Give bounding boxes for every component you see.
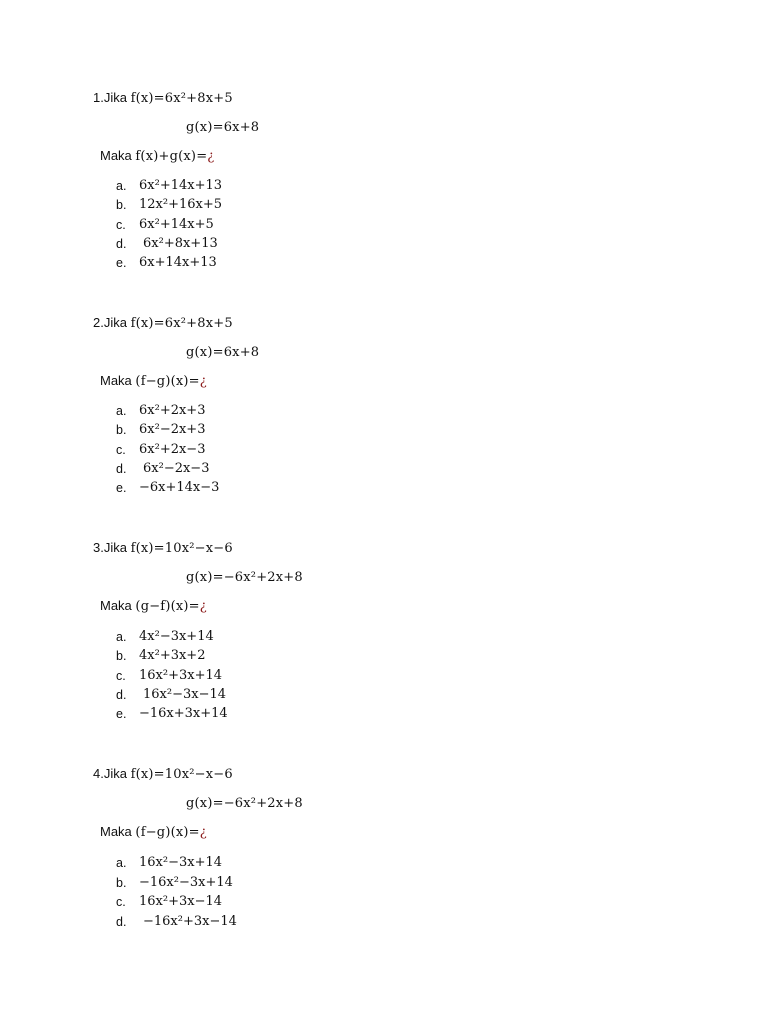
option-expression: −6x+14x−3 — [139, 480, 220, 495]
option-expression: 6x²−2x+3 — [139, 422, 206, 437]
option-letter: e. — [116, 707, 127, 721]
question-1-g-line — [186, 119, 259, 136]
option-expression: 16x²−3x+14 — [139, 855, 223, 870]
option-letter: b. — [116, 876, 127, 890]
maka-label: Maka — [100, 148, 132, 163]
question-2-f-line — [93, 315, 233, 332]
question-3-maka-line — [100, 598, 207, 615]
question-2-g-line — [186, 344, 259, 361]
option-letter: d. — [116, 237, 127, 251]
question-3-f-line — [93, 540, 233, 557]
maka-expression: (g−f)(x)= — [135, 599, 200, 614]
maka-expression: (f−g)(x)= — [135, 374, 200, 389]
question-number-label: 2.Jika — [93, 315, 127, 330]
unknown-marker: ¿ — [207, 149, 215, 164]
option-expression: 12x²+16x+5 — [139, 197, 223, 212]
option-letter: c. — [116, 218, 126, 232]
option-expression: −16x+3x+14 — [139, 706, 228, 721]
unknown-marker: ¿ — [199, 599, 207, 614]
question-number-label: 4.Jika — [93, 766, 127, 781]
g-definition: g(x)=6x+8 — [186, 120, 260, 135]
question-4-f-line — [93, 766, 233, 783]
option-expression: 6x²+2x−3 — [139, 442, 206, 457]
option-letter: d. — [116, 462, 127, 476]
option-letter: e. — [116, 256, 127, 270]
maka-label: Maka — [100, 373, 132, 388]
option-letter: e. — [116, 481, 127, 495]
maka-label: Maka — [100, 824, 132, 839]
question-4-maka-line — [100, 824, 207, 841]
f-definition: f(x)=10x²−x−6 — [130, 541, 233, 556]
unknown-marker: ¿ — [199, 374, 207, 389]
option-expression: 16x²+3x+14 — [139, 668, 223, 683]
g-definition: g(x)=6x+8 — [186, 345, 260, 360]
option-letter: a. — [116, 404, 127, 418]
option-expression: 6x²+2x+3 — [139, 403, 206, 418]
option-letter: b. — [116, 423, 127, 437]
maka-label: Maka — [100, 598, 132, 613]
maka-expression: f(x)+g(x)= — [135, 149, 208, 164]
option-expression: 6x²+14x+5 — [139, 217, 214, 232]
question-1-maka-line — [100, 148, 214, 165]
option-letter: a. — [116, 179, 127, 193]
option-expression: 6x²+14x+13 — [139, 178, 223, 193]
option-expression: 6x²+8x+13 — [143, 236, 218, 251]
option-expression: 16x²−3x−14 — [143, 687, 227, 702]
option-expression: 4x²−3x+14 — [139, 629, 214, 644]
option-expression: −16x²−3x+14 — [139, 875, 233, 890]
question-3-g-line — [186, 569, 303, 586]
option-expression: 4x²+3x+2 — [139, 648, 206, 663]
question-4-g-line — [186, 795, 303, 812]
option-expression: −16x²+3x−14 — [143, 914, 237, 929]
option-expression: 16x²+3x−14 — [139, 894, 223, 909]
g-definition: g(x)=−6x²+2x+8 — [186, 796, 303, 811]
option-letter: c. — [116, 443, 126, 457]
option-letter: b. — [116, 198, 127, 212]
f-definition: f(x)=10x²−x−6 — [130, 767, 233, 782]
option-expression: 6x²−2x−3 — [143, 461, 210, 476]
option-letter: c. — [116, 669, 126, 683]
f-definition: f(x)=6x²+8x+5 — [130, 91, 233, 106]
maka-expression: (f−g)(x)= — [135, 825, 200, 840]
question-1-f-line — [93, 90, 233, 107]
option-letter: c. — [116, 895, 126, 909]
question-number-label: 1.Jika — [93, 90, 127, 105]
option-letter: a. — [116, 630, 127, 644]
option-letter: b. — [116, 649, 127, 663]
g-definition: g(x)=−6x²+2x+8 — [186, 570, 303, 585]
option-letter: d. — [116, 915, 127, 929]
question-number-label: 3.Jika — [93, 540, 127, 555]
f-definition: f(x)=6x²+8x+5 — [130, 316, 233, 331]
question-2-maka-line — [100, 373, 207, 390]
option-expression: 6x+14x+13 — [139, 255, 217, 270]
option-letter: a. — [116, 856, 127, 870]
option-letter: d. — [116, 688, 127, 702]
unknown-marker: ¿ — [199, 825, 207, 840]
